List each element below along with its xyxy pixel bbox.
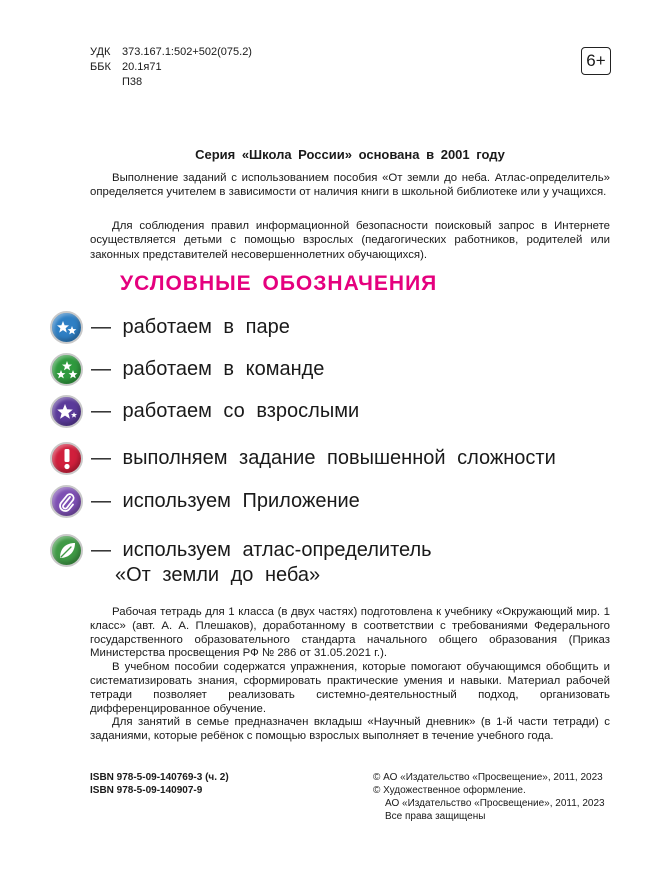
legend-item-hard-task [50,442,556,475]
bbk-label: ББК [90,61,111,73]
legend-item-text: — выполняем задание повышенной сложности [91,447,556,469]
legend-item-text-line1: — используем атлас-определитель [91,539,432,561]
age-rating-badge: 6+ [581,47,611,75]
legend-item-text: — работаем в команде [91,358,325,380]
description-paragraph-1: Рабочая тетрадь для 1 класса (в двух частях) подготовлена к учебнику «Окружающий мир. 1 класс» (авт. А. А. Плешаков), доработанному в соответствии с требованиями Федерального государственного образовательного стандарта начального общего образования (Приказ Министерства просвещения РФ № 286 от 31.05.2021 г.). [90,606,610,660]
bibliographic-codes [90,45,252,90]
legend-title: УСЛОВНЫЕ ОБОЗНАЧЕНИЯ [120,272,438,295]
copyright-line: © Художественное оформление. [373,785,526,796]
legend-item-atlas [50,534,432,588]
legend-item-text-line2: «От земли до неба» [115,564,321,586]
leaf-icon [50,534,83,567]
exclamation-icon [50,442,83,475]
copyright-line: © АО «Издательство «Просвещение», 2011, 2023 [373,772,603,783]
legend-item-text: — работаем со взрослыми [91,400,360,422]
legend-item-text: — используем Приложение [91,490,360,512]
isbn-line: ISBN 978-5-09-140769-3 (ч. 2) [90,772,229,783]
copyright-line: Все права защищены [385,811,486,822]
description-paragraph-2: В учебном пособии содержатся упражнения, которые помогают обучающимся обобщить и систематизировать знания, сформировать практические умения и навыки. Материал рабочей тетради позволяет реализовать системно-деятельностный подход, организовать дифференцированное обучение. [90,661,610,715]
udk-label: УДК [90,46,111,58]
intro-paragraph-1: Выполнение заданий с использованием пособия «От земли до неба. Атлас-определитель» определяется учителем в зависимости от наличия книги в школьной библиотеке или у учащихся. [90,172,610,199]
series-heading: Серия «Школа России» основана в 2001 году [195,147,505,162]
isbn-block [90,771,229,797]
bbk-value: 20.1я71 [122,61,162,73]
star-with-small-star-icon [50,395,83,428]
legend-item-appendix [50,485,360,518]
legend-item-text [91,534,432,588]
legend-item-team [50,353,324,386]
paperclip-icon [50,485,83,518]
copyright-line: АО «Издательство «Просвещение», 2011, 2023 [385,798,605,809]
intro-paragraph-2: Для соблюдения правил информационной безопасности поисковый запрос в Интернете осуществляется детьми с помощью взрослых (педагогических работников, родителей или законных представителей несовершеннолетних обучающихся). [90,220,610,261]
legend-item-pair [50,311,290,344]
description-paragraph-3: Для занятий в семье предназначен вкладыш «Научный дневник» (в 1-й части тетради) с заданиями, которые ребёнок с помощью взрослых выполняет в течение учебного года. [90,716,610,743]
workbook-description [90,606,610,744]
two-stars-icon [50,311,83,344]
udk-value: 373.167.1:502+502(075.2) [122,46,252,58]
copyright-block [373,771,605,823]
legend-item-text: — работаем в паре [91,316,290,338]
author-code: П38 [122,76,143,88]
legend-item-adults [50,395,359,428]
isbn-line: ISBN 978-5-09-140907-9 [90,785,203,796]
three-stars-icon [50,353,83,386]
